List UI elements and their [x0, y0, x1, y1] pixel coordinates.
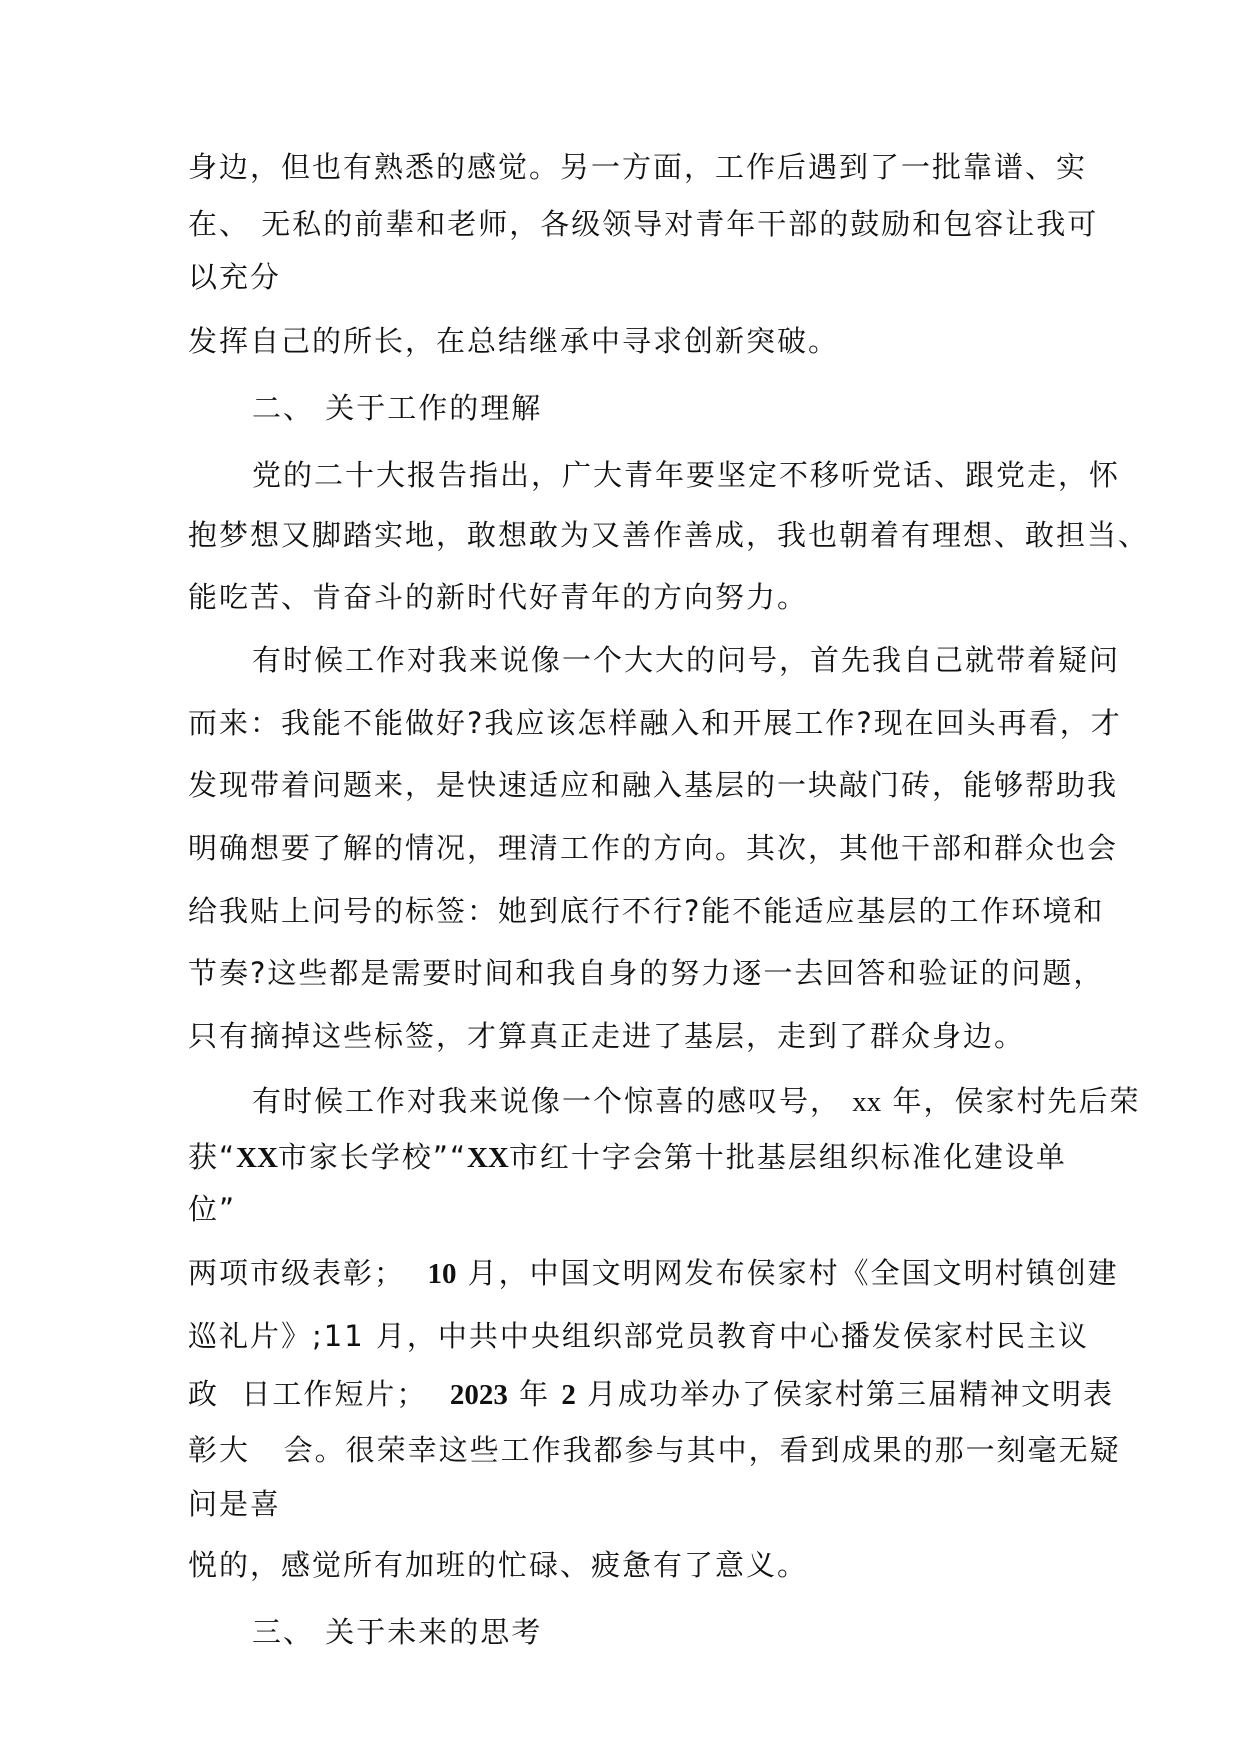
section-heading-3: 三、 关于未来的思考 — [252, 1615, 543, 1649]
paragraph-line: 能吃苦、肯奋斗的新时代好青年的方向努力。 — [188, 580, 809, 614]
paragraph-line: 抱梦想又脚踏实地，敢想敢为又善作善成，我也朝着有理想、敢担当、 — [188, 518, 1150, 552]
text-run: 月，中国文明网发布侯家村《全国文明村镇创建 — [456, 1256, 1119, 1290]
bold-text-run: 2023 — [449, 1379, 508, 1411]
text-run: 获“ — [188, 1140, 237, 1174]
text-run: 两项市级表彰； — [188, 1256, 406, 1290]
text-run: 市家长学校”“ — [277, 1140, 467, 1174]
paragraph-line: 节奏?这些都是需要时间和我自身的努力逐一去回答和验证的问题， — [188, 956, 1105, 990]
paragraph-line — [252, 1081, 1140, 1122]
text-run: 月成功举办了侯家村第三届精神文明表 — [575, 1377, 1115, 1411]
text-run: 年 — [507, 1377, 562, 1411]
paragraph-line: 明确想要了解的情况，理清工作的方向。其次，其他干部和群众也会 — [188, 831, 1119, 865]
paragraph-line — [188, 1253, 1119, 1294]
text-run: 政 日工作短片； — [188, 1377, 428, 1411]
section-heading-2: 二、 关于工作的理解 — [252, 391, 543, 425]
paragraph-line: 问是喜 — [188, 1487, 282, 1521]
paragraph-line — [188, 1137, 1067, 1178]
bold-text-run: XX — [466, 1142, 509, 1174]
text-run: xx — [852, 1086, 882, 1118]
paragraph-line: 发挥自己的所长，在总结继承中寻求创新突破。 — [188, 324, 840, 358]
paragraph-line: 党的二十大报告指出，广大青年要坚定不移听党话、跟党走，怀 — [252, 458, 1121, 492]
text-run: 有时候工作对我来说像一个惊喜的感叹号， — [252, 1084, 842, 1118]
paragraph-line: 有时候工作对我来说像一个大大的问号，首先我自己就带着疑问 — [252, 643, 1121, 677]
bold-text-run: 10 — [427, 1258, 457, 1290]
text-run: 年，侯家村先后荣 — [881, 1084, 1141, 1118]
bold-text-run: XX — [236, 1142, 278, 1174]
bold-text-run: 2 — [561, 1379, 576, 1411]
paragraph-line: 以充分 — [188, 260, 282, 294]
paragraph-line: 位” — [188, 1192, 237, 1226]
paragraph-line: 给我贴上问号的标签：她到底行不行?能不能适应基层的工作环境和 — [188, 894, 1105, 928]
text-run: 市红十字会第十批基层组织标准化建设单 — [508, 1140, 1067, 1174]
paragraph-line: 在、 无私的前辈和老师，各级领导对青年干部的鼓励和包容让我可 — [188, 207, 1099, 241]
paragraph-line: 而来：我能不能做好?我应该怎样融入和开展工作?现在回头再看，才 — [188, 706, 1122, 740]
paragraph-line: 身边，但也有熟悉的感觉。另一方面，工作后遇到了一批靠谱、实 — [188, 150, 1088, 184]
paragraph-line — [188, 1374, 1114, 1415]
paragraph-line: 发现带着问题来，是快速适应和融入基层的一块敲门砖，能够帮助我 — [188, 768, 1119, 802]
paragraph-line: 只有摘掉这些标签，才算真正走进了基层，走到了群众身边。 — [188, 1019, 1026, 1053]
paragraph-line: 悦的，感觉所有加班的忙碌、疲惫有了意义。 — [188, 1548, 809, 1582]
paragraph-line: 巡礼片》;11 月，中共中央组织部党员教育中心播发侯家村民主议 — [188, 1319, 1089, 1353]
paragraph-line: 彰大 会。很荣幸这些工作我都参与其中，看到成果的那一刻毫无疑 — [188, 1433, 1121, 1467]
